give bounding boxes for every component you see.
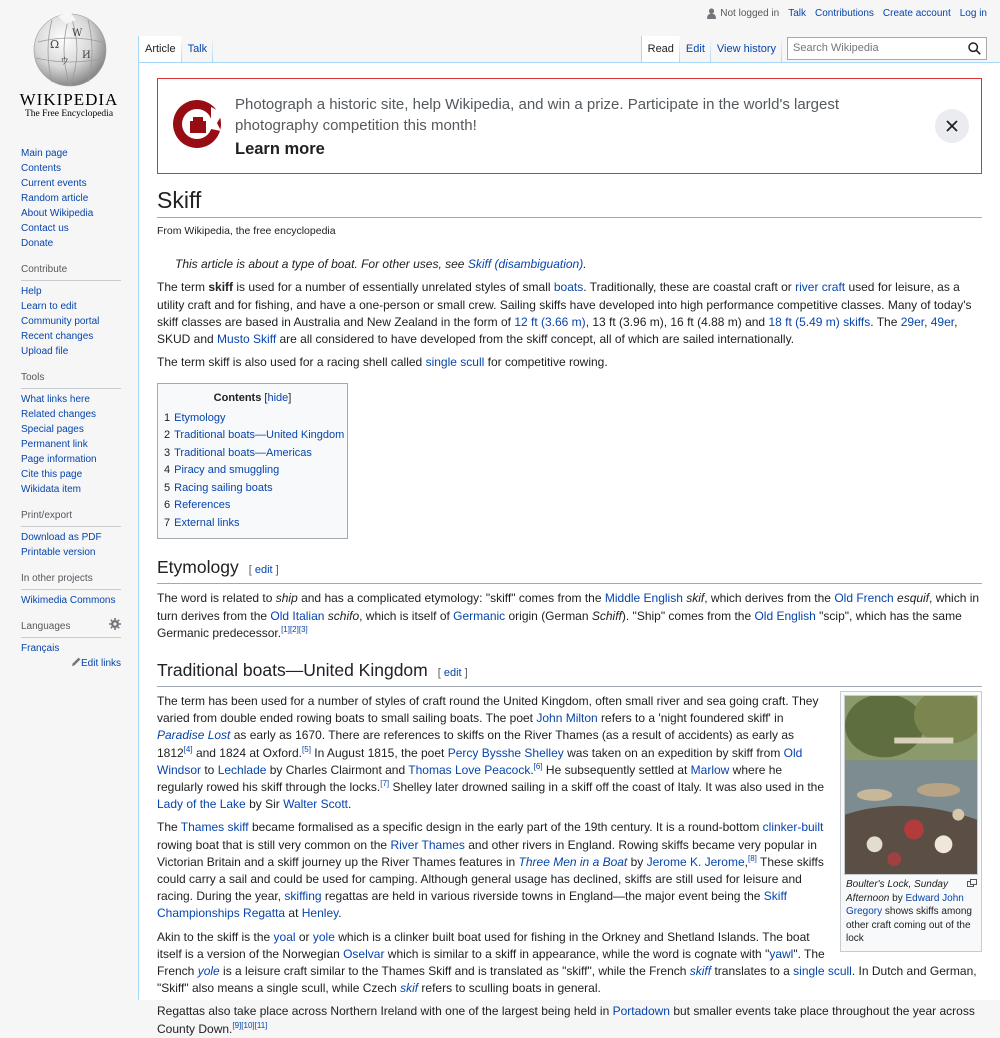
sidebar-item-about[interactable]: About Wikipedia — [21, 208, 94, 219]
sidebar-item-community-portal[interactable]: Community portal — [21, 316, 100, 327]
sidebar-item-download-pdf[interactable]: Download as PDF — [21, 532, 102, 543]
toc-item[interactable]: 4 Piracy and smuggling — [164, 464, 280, 477]
banner-close-button[interactable] — [935, 109, 969, 143]
sidebar-item-contents[interactable]: Contents — [21, 163, 62, 174]
article-link[interactable]: boats — [553, 280, 584, 295]
article-link[interactable]: skif — [400, 981, 419, 996]
sidebar-item-special-pages[interactable]: Special pages — [21, 424, 84, 435]
article-link[interactable]: 49er — [930, 314, 955, 329]
article-link[interactable]: 29er — [900, 314, 925, 329]
personal-tools — [707, 8, 987, 19]
article-link[interactable]: single scull — [793, 964, 852, 979]
article-link[interactable]: Paradise Lost — [157, 728, 231, 743]
article-link[interactable]: Jerome K. Jerome — [646, 854, 745, 869]
wordmark: WIKIPEDIA — [19, 90, 119, 109]
content — [138, 62, 1000, 1036]
banner-message: Photograph a historic site, help Wikipedia, and win a prize. Participate in the world's largest photography competition this month! Learn more — [235, 94, 915, 160]
uk-paragraph-2: The Thames skiff became formalised as a specific design in the early part of the 19th century. It is a round-bottom clinker-built rowing boat that is still very common on the River Thames and other rivers in England. Rowing skiffs became very popular in Victorian Britain and a skiff journey up the River Thames features in Three Men in a Boat by Jerome K. Jerome,[8] These skiffs could carry a sail and could be used for camping. Although general usage has declined, skiffs are still used for leisure and racing. During the year, skiffing regattas are held in various riverside towns in England—the major event being the Skiff Championships Regatta at Henley. — [157, 820, 824, 921]
sidebar-item-current-events[interactable]: Current events — [21, 178, 87, 189]
article-link[interactable]: yawl — [769, 946, 794, 961]
central-notice-banner[interactable] — [157, 78, 982, 174]
log-in-link[interactable]: Log in — [959, 8, 987, 19]
svg-text:W: W — [72, 28, 83, 39]
toc-item[interactable]: 3 Traditional boats—Americas — [164, 446, 312, 459]
article-link[interactable]: skiff — [689, 964, 712, 979]
section-heading-uk: Traditional boats—United Kingdom [ edit ] — [157, 659, 982, 687]
sidebar-item-learn-to-edit[interactable]: Learn to edit — [21, 301, 77, 312]
portal-heading: In other projects — [21, 571, 121, 590]
reference-link[interactable]: [6] — [533, 761, 543, 771]
tab-article[interactable]: Article — [138, 36, 182, 63]
etymology-paragraph: The word is related to ship and has a complicated etymology: "skiff" comes from the Middle English skif, which derives from the Old French esquif, which in turn derives from the Old Italian schifo, which is itself of Germanic origin (German Schiff). "Ship" comes from the Old English "scip", which has the same Germanic predecessor.[1][2][3] — [157, 591, 980, 640]
article-link[interactable]: Germanic — [453, 608, 506, 623]
sidebar-tools — [21, 370, 121, 497]
talk-link[interactable]: Talk — [788, 8, 806, 19]
search-placeholder: Search Wikipedia — [793, 42, 879, 54]
disambiguation-link[interactable]: Skiff (disambiguation) — [467, 257, 584, 272]
article-link[interactable]: Old English — [754, 608, 816, 623]
sidebar-contribute — [21, 262, 121, 359]
svg-text:И: И — [82, 50, 91, 61]
toc-hide-toggle[interactable]: hide — [267, 392, 289, 405]
sidebar-item-cite-this-page[interactable]: Cite this page — [21, 469, 83, 480]
reference-link[interactable]: [4] — [183, 744, 193, 754]
toc-title: Contents [hide] — [213, 392, 292, 405]
toc-item[interactable]: 7 External links — [164, 516, 240, 529]
reference-link[interactable]: [7] — [380, 779, 390, 789]
puzzle-globe-icon — [30, 12, 110, 88]
article-link[interactable]: Percy Bysshe Shelley — [447, 745, 564, 760]
view-tabs — [641, 36, 782, 63]
sidebar-item-help[interactable]: Help — [21, 286, 42, 297]
toc-item[interactable]: 6 References — [164, 499, 231, 512]
contributions-link[interactable]: Contributions — [815, 8, 874, 19]
article-link[interactable]: Old Italian — [270, 608, 325, 623]
reference-link[interactable]: [9][10][11] — [232, 1020, 268, 1030]
portal-heading: Tools — [21, 370, 121, 389]
article-link[interactable]: River Thames — [390, 837, 465, 852]
sidebar-item-permanent-link[interactable]: Permanent link — [21, 439, 88, 450]
article-link[interactable]: John Milton — [536, 711, 598, 726]
portal-heading: Languages — [21, 619, 121, 638]
edit-section-link[interactable]: edit — [443, 667, 462, 680]
article-link[interactable]: skiffing — [284, 889, 322, 904]
section-heading-etymology: Etymology [ edit ] — [157, 556, 982, 584]
sidebar-item-main-page[interactable]: Main page — [21, 148, 68, 159]
article-link[interactable]: Skiff Championships Regatta — [157, 889, 787, 921]
hatnote: This article is about a type of boat. For other uses, see Skiff (disambiguation). — [175, 257, 587, 272]
user-icon — [707, 8, 716, 19]
page-title: Skiff — [157, 186, 982, 218]
article-link[interactable]: yoal — [273, 929, 296, 944]
sidebar-item-page-information[interactable]: Page information — [21, 454, 97, 465]
boulters-lock-painting[interactable] — [844, 695, 978, 875]
article-link[interactable]: yole — [197, 964, 220, 979]
gear-icon[interactable] — [109, 618, 121, 630]
wikipedia-logo[interactable] — [0, 0, 138, 130]
sidebar-languages — [21, 619, 121, 671]
sidebar-item-donate[interactable]: Donate — [21, 238, 54, 249]
site-subtitle: From Wikipedia, the free encyclopedia — [157, 225, 336, 237]
not-logged-in: Not logged in — [707, 8, 779, 19]
sidebar-item-what-links-here[interactable]: What links here — [21, 394, 90, 405]
toc-item[interactable]: 2 Traditional boats—United Kingdom — [164, 429, 345, 442]
article-link[interactable]: Old French — [834, 591, 894, 606]
article-link[interactable]: Lady of the Lake — [157, 797, 246, 812]
sidebar-other-projects — [21, 571, 121, 608]
sidebar-item-contact[interactable]: Contact us — [21, 223, 69, 234]
article-link[interactable]: Lechlade — [217, 762, 267, 777]
article-link[interactable]: Old Windsor — [157, 745, 803, 777]
article-link[interactable]: Walter Scott — [283, 797, 348, 812]
article-link[interactable]: single scull — [425, 355, 485, 370]
reference-link[interactable]: [1][2][3] — [281, 624, 308, 634]
search-icon[interactable] — [968, 42, 981, 55]
article-link[interactable]: Henley — [301, 906, 339, 921]
uk-paragraph-1: The term has been used for a number of styles of craft round the United Kingdom, often small river and sea going craft. They varied from double ended rowing boats to small sailing boats. The poet John Milton refers to a 'night foundered skiff' in Paradise Lost as early as 1670. There are references to skiffs on the River Thames (as a result of accidents) as early as 1812[4] and 1824 at Oxford.[5] In August 1815, the poet Percy Bysshe Shelley was taken on an expedition by skiff from Old Windsor to Lechlade by Charles Clairmont and Thomas Love Peacock.[6] He subsequently settled at Marlow where he regularly rowed his skiff through the locks.[7] Shelley later drowned sailing in a skiff off the coast of Italy. It was also used in the Lady of the Lake by Sir Walter Scott. — [157, 694, 825, 812]
namespace-tabs — [138, 36, 213, 63]
learn-more-link[interactable]: Learn more — [235, 140, 325, 158]
tab-read[interactable]: Read — [641, 36, 680, 63]
search-input[interactable] — [787, 37, 987, 60]
tab-talk[interactable]: Talk — [182, 36, 214, 63]
tab-edit[interactable]: Edit — [680, 36, 711, 63]
article-link[interactable]: river craft — [795, 280, 846, 295]
toc-item[interactable]: 5 Racing sailing boats — [164, 481, 273, 494]
article-link[interactable]: Edward John Gregory — [846, 892, 964, 918]
article-link[interactable]: 12 ft (3.66 m) — [514, 314, 586, 329]
article-link[interactable]: Musto Skiff — [217, 332, 277, 347]
sidebar-item-wikidata-item[interactable]: Wikidata item — [21, 484, 82, 495]
sidebar-item-recent-changes[interactable]: Recent changes — [21, 331, 94, 342]
table-of-contents — [157, 383, 348, 539]
article-link[interactable]: 18 ft (5.49 m) skiffs — [768, 314, 871, 329]
wiki-loves-monuments-logo — [171, 99, 225, 149]
edit-links[interactable]: Edit links — [21, 656, 121, 671]
reference-link[interactable]: [8] — [748, 853, 757, 863]
pencil-icon — [72, 657, 81, 666]
close-icon — [946, 120, 958, 132]
sidebar-item-printable-version[interactable]: Printable version — [21, 547, 96, 558]
intro-paragraph-2: The term skiff is also used for a racing shell called single scull for competitive rowing. — [157, 355, 608, 370]
enlarge-icon[interactable] — [967, 879, 977, 887]
sidebar — [21, 146, 121, 682]
sidebar-navigation — [21, 146, 121, 251]
sidebar-item-wikimedia-commons[interactable]: Wikimedia Commons — [21, 595, 116, 606]
article-link[interactable]: Thomas Love Peacock — [408, 762, 531, 777]
sidebar-item-upload-file[interactable]: Upload file — [21, 346, 69, 357]
article-link[interactable]: Portadown — [612, 1004, 670, 1019]
article-link[interactable]: Oselvar — [343, 946, 385, 961]
thumbnail-figure — [840, 691, 982, 952]
sidebar-item-random-article[interactable]: Random article — [21, 193, 89, 204]
sidebar-print-export — [21, 508, 121, 560]
svg-text:ウ: ウ — [60, 57, 70, 67]
edit-section-link[interactable]: edit — [254, 564, 273, 577]
article-link[interactable]: clinker-built — [762, 820, 824, 835]
tab-view-history[interactable]: View history — [711, 36, 782, 63]
article-link[interactable]: Marlow — [690, 762, 730, 777]
toc-item[interactable]: 1 Etymology — [164, 411, 226, 424]
tagline: The Free Encyclopedia — [24, 109, 114, 119]
intro-paragraph: The term skiff is used for a number of essentially unrelated styles of small boats. Traditionally, these are coastal craft or river craft used for leisure, as a utility craft and for fishing, and have a one-person or small crew. Sailing skiffs have developed into high performance competitive classes. Many of today's skiff classes are based in Australia and New Zealand in the form of 12 ft (3.66 m), 13 ft (3.96 m), 16 ft (4.88 m) and 18 ft (5.49 m) skiffs. The 29er, 49er, SKUD and Musto Skiff are all considered to have developed from the skiff concept, all of which are sailed internationally. — [157, 280, 972, 347]
article-link[interactable]: yole — [312, 929, 335, 944]
article-link[interactable]: Three Men in a Boat — [518, 854, 628, 869]
uk-paragraph-4: Regattas also take place across Northern Ireland with one of the largest being held in Portadown but smaller events take place throughout the year across County Down.[9][10][11] — [157, 1004, 975, 1036]
article-link[interactable]: Thames skiff — [180, 820, 249, 835]
reference-link[interactable]: [5] — [302, 744, 311, 754]
uk-paragraph-3: Akin to the skiff is the yoal or yole which is a clinker built boat used for fishing in the Orkney and Shetland Islands. The boat itself is a version of the Norwegian Oselvar which is similar to a skiff in appearance, while the word is cognate with "yawl". The French yole is a leisure craft similar to the Thames Skiff and is translated as "skiff", while the French skiff translates to a single scull. In Dutch and German, "Skiff" also means a single scull, while Czech skif refers to sculling boats in general. — [157, 929, 977, 996]
thumbnail-caption: Boulter's Lock, Sunday Afternoon by Edward John Gregory shows skiffs among other craft coming out of the lock — [844, 875, 978, 948]
svg-text:Ω: Ω — [50, 38, 60, 51]
portal-heading: Contribute — [21, 262, 121, 281]
portal-heading: Print/export — [21, 508, 121, 527]
sidebar-item-francais[interactable]: Français — [21, 643, 60, 654]
sidebar-item-related-changes[interactable]: Related changes — [21, 409, 97, 420]
create-account-link[interactable]: Create account — [882, 8, 951, 19]
article-link[interactable]: Middle English — [604, 591, 683, 606]
